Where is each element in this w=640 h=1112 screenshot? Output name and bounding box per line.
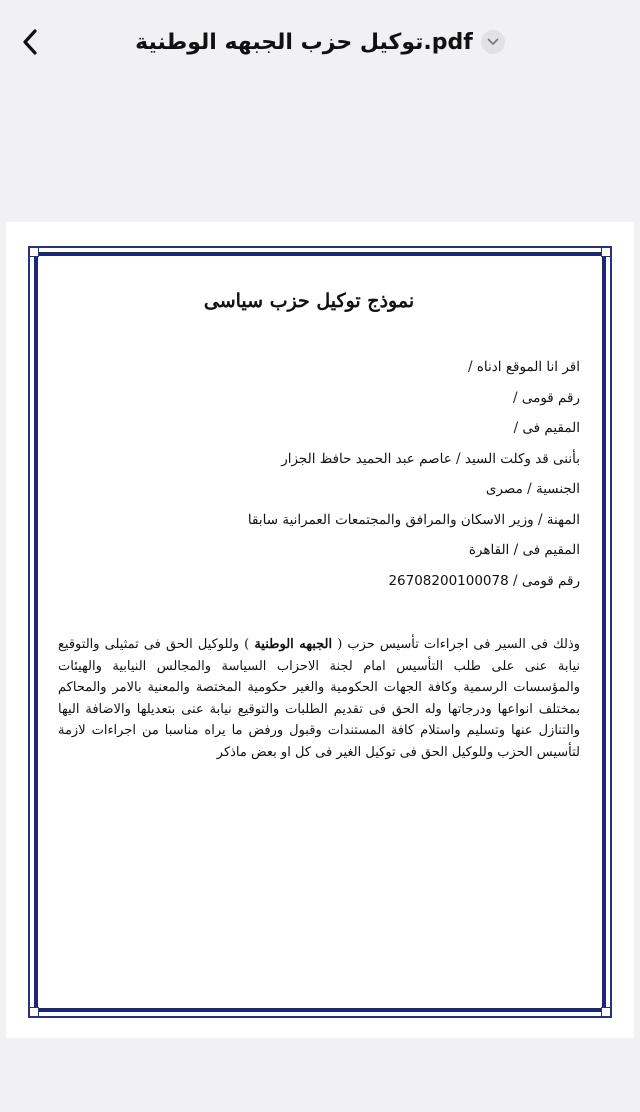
national-id-value: 26708200100078 bbox=[388, 572, 509, 589]
chevron-left-icon bbox=[21, 28, 39, 56]
field-profession: المهنة / وزير الاسكان والمرافق والمجتمعات العمرانية سابقا bbox=[247, 511, 580, 528]
field-signer: اقر انا الموقع ادناه / bbox=[468, 359, 580, 375]
field-agent-national-id bbox=[58, 566, 580, 597]
border-corner-ornament bbox=[601, 247, 611, 257]
title-menu-button[interactable] bbox=[481, 30, 505, 54]
document-title: نموذج توكيل حزب سياسى bbox=[203, 290, 415, 312]
field-agent-name: بأننى قد وكلت السيد / عاصم عبد الحميد حافظ الجزار bbox=[281, 450, 580, 467]
border-corner-ornament bbox=[29, 247, 39, 257]
field-agent-residence: المقيم فى / القاهرة bbox=[468, 542, 580, 558]
back-button[interactable] bbox=[10, 22, 50, 62]
party-name: الجبهه الوطنية bbox=[254, 637, 333, 652]
document-page bbox=[6, 222, 634, 1038]
field-national-id: رقم قومى / bbox=[513, 389, 580, 406]
border-corner-ornament bbox=[601, 1007, 611, 1017]
document-content bbox=[58, 290, 580, 764]
navigation-bar bbox=[0, 0, 640, 88]
chevron-down-icon bbox=[487, 38, 499, 46]
paragraph-rest: ) وللوكيل الحق فى تمثيلى والتوقيع نيابة عنى على طلب التأسيس امام لجنة الاحزاب السياسة والمجالس النيابية والهيئات والمؤسسات الرسمية وكافة الجهات الحكومية والغير حكومية المختصة والمعنية بالامر والمحاكم بمختلف انواعها ودرجاتها وله الحق فى تقديم الطلبات والتوقيع نيابة عنى بتعديلها والاضافة اليها والتنازل عنها وتسليم واستلام كافة المستندات وقبول ورفض ما يراه مناسبا من اجراءات لازمة لتأسيس الحزب وللوكيل الحق فى توكيل الغير فى كل او بعض ماذكر bbox=[58, 637, 580, 760]
title-group[interactable] bbox=[60, 22, 580, 62]
field-residence: المقيم فى / bbox=[513, 420, 580, 436]
authorization-paragraph bbox=[58, 634, 580, 764]
national-id-label: رقم قومى / bbox=[513, 572, 580, 589]
paragraph-start: وذلك فى السير فى اجراءات تأسيس حزب ( bbox=[337, 637, 581, 652]
border-corner-ornament bbox=[29, 1007, 39, 1017]
file-title[interactable]: توكيل حزب الجبهه الوطنية.pdf bbox=[135, 29, 473, 55]
field-nationality: الجنسية / مصرى bbox=[485, 481, 580, 497]
